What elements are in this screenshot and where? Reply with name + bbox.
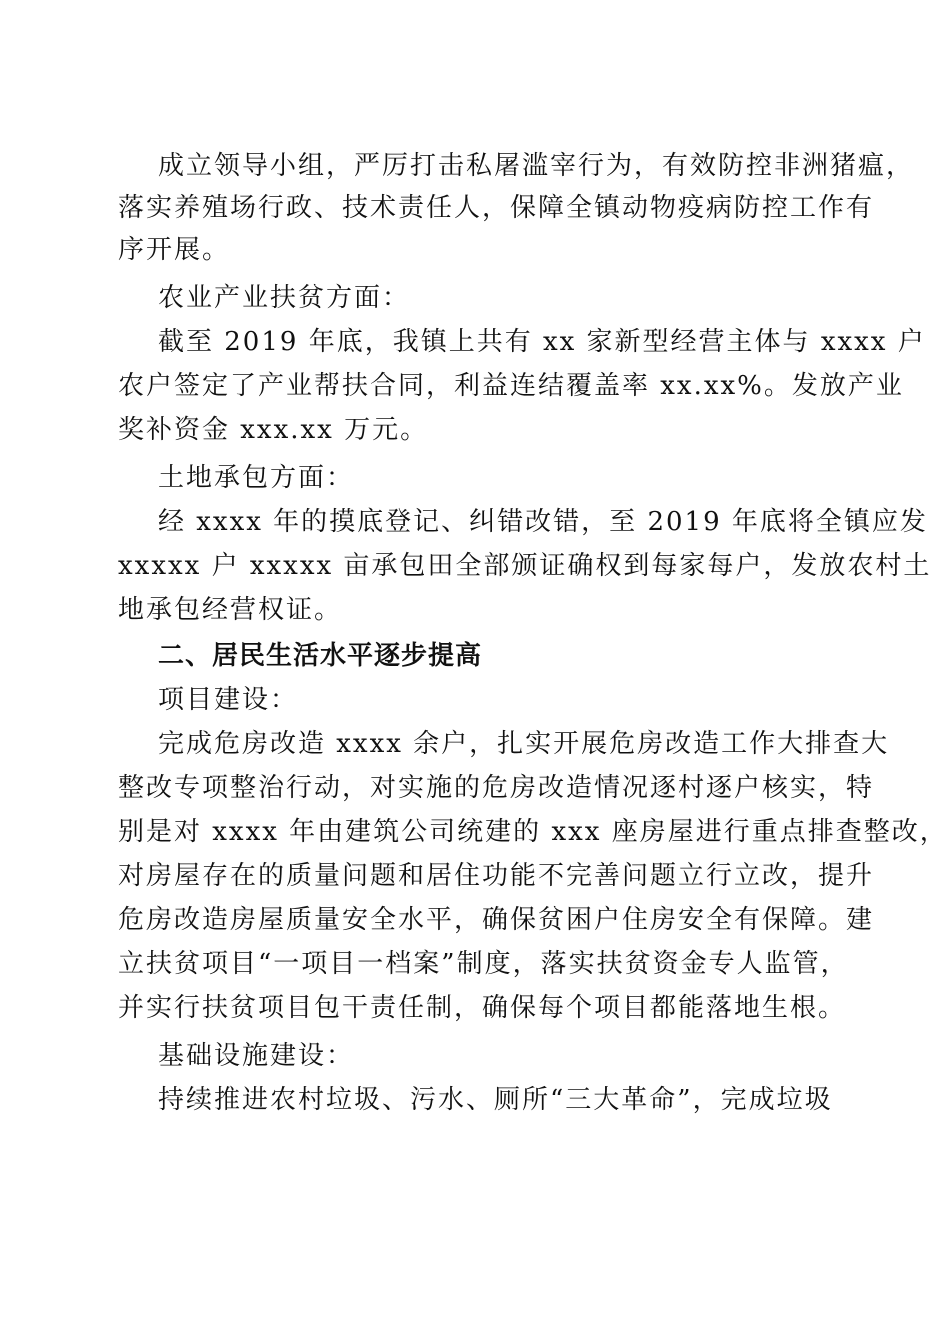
paragraph-line: 农户签定了产业帮扶合同，利益连结覆盖率 xx.xx%。发放产业 [118, 371, 904, 401]
section-heading: 二、居民生活水平逐步提高 [158, 641, 483, 671]
paragraph-line: 整改专项整治行动，对实施的危房改造情况逐村逐户核实，特 [118, 773, 875, 803]
paragraph-line: 完成危房改造 xxxx 余户，扎实开展危房改造工作大排查大 [158, 729, 890, 759]
paragraph-line: 并实行扶贫项目包干责任制，确保每个项目都能落地生根。 [118, 993, 847, 1023]
paragraph-line: 截至 2019 年底，我镇上共有 xx 家新型经营主体与 xxxx 户 [158, 327, 926, 357]
paragraph-line: 序开展。 [118, 235, 231, 265]
paragraph-line: 成立领导小组，严厉打击私屠滥宰行为，有效防控非洲猪瘟， [158, 151, 915, 181]
paragraph-line: 落实养殖场行政、技术责任人，保障全镇动物疫病防控工作有 [118, 193, 875, 223]
paragraph-line: 危房改造房屋质量安全水平，确保贫困户住房安全有保障。建 [118, 905, 875, 935]
section-label: 项目建设： [158, 685, 299, 715]
paragraph-line: 立扶贫项目“一项目一档案”制度，落实扶贫资金专人监管， [118, 949, 849, 979]
paragraph-line: 持续推进农村垃圾、污水、厕所“三大革命”，完成垃圾 [158, 1085, 833, 1115]
paragraph-line: 对房屋存在的质量问题和居住功能不完善问题立行立改，提升 [118, 861, 875, 891]
section-label: 基础设施建设： [158, 1041, 355, 1071]
paragraph-line: 别是对 xxxx 年由建筑公司统建的 xxx 座房屋进行重点排查整改， [118, 817, 948, 847]
section-label: 土地承包方面： [158, 463, 355, 493]
paragraph-line: xxxxx 户 xxxxx 亩承包田全部颁证确权到每家每户，发放农村土 [118, 551, 932, 581]
paragraph-line: 经 xxxx 年的摸底登记、纠错改错，至 2019 年底将全镇应发 [158, 507, 928, 537]
paragraph-line: 地承包经营权证。 [118, 595, 343, 625]
section-label: 农业产业扶贫方面： [158, 283, 411, 313]
paragraph-line: 奖补资金 xxx.xx 万元。 [118, 415, 429, 445]
